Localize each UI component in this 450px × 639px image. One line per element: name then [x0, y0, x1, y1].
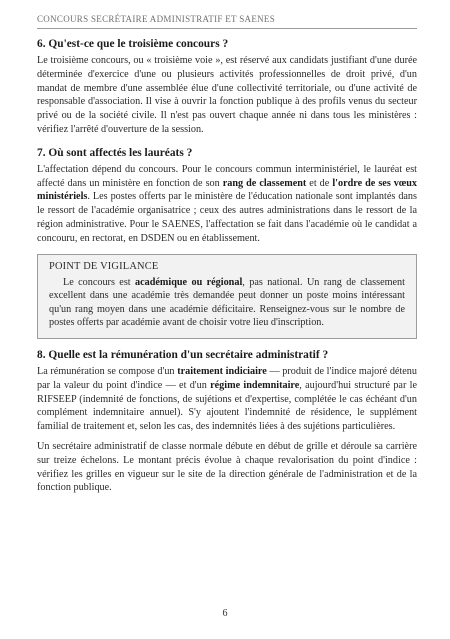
section-8	[37, 349, 417, 495]
section-7-bold-rank: rang de classement	[222, 177, 307, 189]
section-8-paragraph-2: Un secrétaire administratif de classe normale débute en début de grille et déroule sa carrière sur treize échelons. Le montant précis évolue à chaque revalorisation du point d'indice : vérifiez les grilles en vigueur sur le site de la direction générale de l'administration et de la fonction publique.	[37, 440, 417, 494]
section-7-text-1: L'affectation dépend du concours. Pour le concours commun interministériel, le lauréat est affecté dans un ministère en fonction de son	[37, 163, 417, 189]
section-8-bold-allowance: régime indemnitaire	[210, 379, 300, 391]
section-7-title: 7. Où sont affectés les lauréats ?	[37, 146, 193, 159]
section-7-paragraph	[37, 163, 417, 246]
vigilance-text-1: Le concours est	[63, 276, 136, 288]
section-7-text-3: . Les postes offerts par le ministère de l'éducation nationale sont implantés dans le ressort de l'académie organisatrice ; ceux des autres administrations dans le ressort de la région administrative. Pour le SAENES, l'affectation se fait dans l'académie où le candidat a concouru, en rectorat, en DSDEN ou en établissement.	[37, 191, 417, 244]
vigilance-box	[37, 254, 417, 339]
vigilance-paragraph	[49, 276, 405, 330]
page-number: 6	[222, 608, 228, 619]
section-8-title: 8. Quelle est la rémunération d'un secrétaire administratif ?	[37, 348, 329, 361]
section-6	[37, 38, 417, 137]
section-8-text-3: , aujourd'hui structuré par le RIFSEEP (indemnité de fonctions, de sujétions et d'expertise, complétée le cas échéant d'un complément indemnitaire annuel). S'y ajoutent l'indemnité de résidence, le supplément familial de traitement et, selon les cas, des indemnités liées à des sujétions particulières.	[37, 379, 417, 433]
section-6-paragraph: Le troisième concours, ou « troisième voie », est réservé aux candidats justifiant d'une durée déterminée d'exercice d'une ou plusieurs activités professionnelles de droit privé, d'un mandat de membre d'une assemblée élue d'une collectivité territoriale, ou d'une activité de responsable d'association. Il vise à ouvrir la fonction publique à des profils venus du secteur privé ou de la société civile. Il n'est pas ouvert chaque année ni dans tous les ministères : vérifiez l'arrêté d'ouverture de la session.	[37, 55, 417, 135]
running-header: CONCOURS SECRÉTAIRE ADMINISTRATIF ET SAENES	[37, 14, 417, 29]
section-8-text-2: — produit de l'indice majoré détenu par la valeur du point d'indice — et d'un	[37, 365, 417, 391]
section-8-bold-salary: traitement indiciaire	[177, 365, 267, 377]
vigilance-bold: académique ou régional	[135, 276, 243, 288]
page-content	[37, 38, 417, 495]
section-7-text-2: et de	[306, 177, 333, 189]
vigilance-text-2: , pas national. Un rang de classement excellent dans une académie très demandée peut donner un poste moins intéressant qu'un rang moyen dans une académie déficitaire. Renseignez-vous sur le nombre de postes offerts par académie avant de choisir votre lieu d'inscription.	[49, 276, 405, 329]
section-8-paragraph-1	[37, 365, 417, 434]
section-8-text-1: La rémunération se compose d'un	[37, 365, 178, 377]
section-7	[37, 147, 417, 339]
section-7-bold-wishes: l'ordre de ses vœux ministériels	[37, 177, 418, 203]
section-6-title: 6. Qu'est-ce que le troisième concours ?	[37, 38, 229, 50]
vigilance-title: POINT DE VIGILANCE	[49, 260, 159, 272]
